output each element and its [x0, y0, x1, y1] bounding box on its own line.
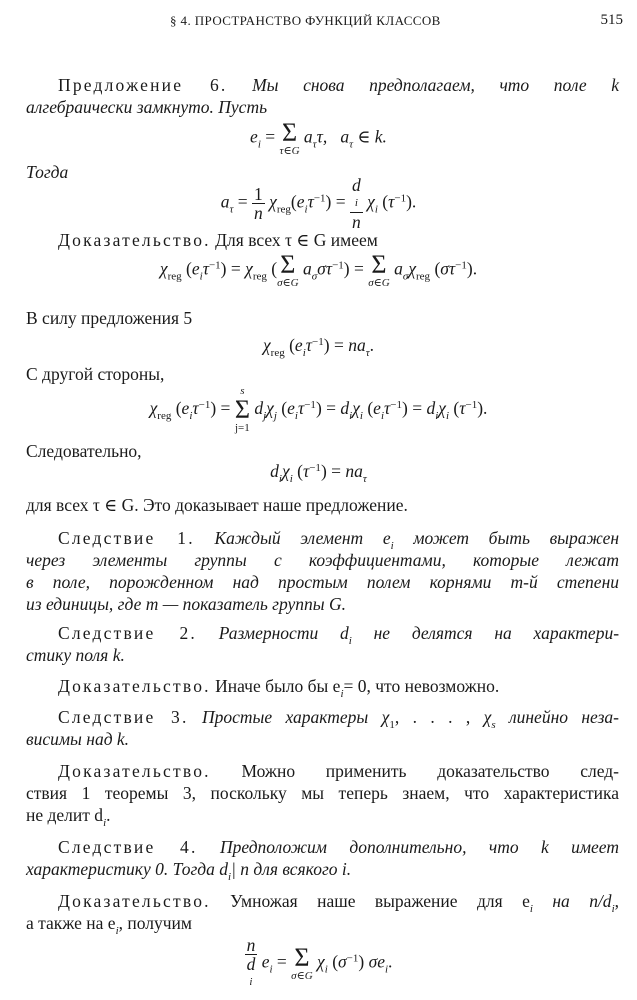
prop6-line-1 — [58, 74, 619, 96]
proof2-label: Доказательство. — [58, 676, 211, 696]
hence: Следовательно, — [26, 441, 142, 461]
cor1-text-1-tail: может быть выражен — [413, 528, 620, 548]
cor1-text-1: Каждый элемент e — [214, 528, 391, 548]
proof1-text: Для всех τ ∈ G имеем — [215, 230, 378, 250]
proof4-line-1: Доказательство. Умножая наше выражение для $e_i$ на $n/d_i$, — [58, 891, 619, 915]
cor4-label: Следствие 4. — [58, 837, 198, 857]
proof2-tail: = 0, что невозможно. — [343, 676, 500, 696]
formula-e-i-definition: $e_i$ = Σ τ∈G $a_\tau\tau$, $a_\tau$ ∈ k. — [250, 118, 387, 157]
proof4-text-2-tail: , получим — [118, 913, 192, 933]
other-side: С другой стороны, — [26, 364, 165, 384]
page-number: 515 — [600, 12, 623, 28]
cor1-label: Следствие 1. — [58, 528, 195, 548]
by-prop5: В силу предложения 5 — [26, 308, 193, 328]
proof1-line — [58, 229, 619, 251]
cor1-line-4: из единицы, где m — показатель группы G. — [26, 594, 347, 614]
proof4-text-2: а также на e — [26, 913, 116, 933]
proof1-label: Доказательство. — [58, 230, 211, 250]
cor3-line-2: висимы над k. — [26, 729, 130, 749]
cor1-line-1: Следствие 1. Каждый элемент $e_i$ может быть выражен — [58, 528, 620, 552]
cor3-label: Следствие 3. — [58, 707, 189, 727]
cor3-text-1: Простые характеры χ — [201, 707, 390, 727]
proof4-text-1: Умножая наше выражение для e — [230, 891, 530, 911]
then-label: Тогда — [26, 162, 69, 182]
proof4-line-2: а также на $e_i$, получим — [26, 913, 192, 937]
proof3-line-2: ствия 1 теоремы 3, поскольку мы теперь знаем, что характеристика — [26, 783, 619, 803]
proof4-label: Доказательство. — [58, 891, 211, 911]
formula-final: n d i $e_i$ = Σ σ∈G $\chi_i$ $(\sigma^{-1})$ $\sigma e_i$. — [246, 935, 393, 988]
formula-chi-reg-na: $\chi_{reg}$ $(e_i\tau^{-1}) = na_\tau$. — [262, 335, 375, 359]
cor4-line-1 — [58, 836, 619, 858]
proof3-text-1: Можно применить доказательство след- — [241, 761, 620, 781]
formula-chi-reg-expansion: $\chi_{reg}$ $(e_i\tau^{-1}) = \chi_{reg}$ ( Σ σ∈G $a_\sigma\sigma\tau^{-1}$) = Σ σ∈G $a_\sigma\chi_{reg}$ $(\sigma\tau^{-1})$. — [159, 250, 478, 289]
cor2-text-1-tail: не делятся на характери- — [373, 623, 620, 643]
proof3-line-3: не делит $d_i$. — [26, 805, 111, 829]
cor3-text-1-tail: линейно неза- — [508, 707, 619, 727]
cor3-line-1: Следствие 3. Простые характеры $\chi_1$, . . . , $\chi_s$ линейно неза- — [58, 707, 619, 731]
formula-d-chi-na: $d_i\chi_i$ $(\tau^{-1}) = na_\tau$ — [270, 461, 367, 485]
proof3-text-3: не делит d — [26, 805, 104, 825]
proof3-line-1 — [58, 760, 619, 782]
cor4-text-2a: характеристику 0. Тогда d — [26, 859, 229, 879]
proof4-text-1-tail: на n/d — [552, 891, 612, 911]
proof2-text: Иначе было бы e — [215, 676, 341, 696]
cor2-label: Следствие 2. — [58, 623, 197, 643]
cor1-line-3: в поле, порожденном над простым полем корнями m-й степени — [26, 572, 619, 592]
proof2-line: Доказательство. Иначе было бы $e_i= 0$, что невозможно. — [58, 676, 500, 700]
conclusion: для всех τ ∈ G. Это доказывает наше предложение. — [26, 495, 408, 515]
prop6-label: Предложение 6. — [58, 75, 228, 95]
prop6-statement-2: алгебраически замкнуто. Пусть — [26, 97, 268, 117]
cor2-text-1: Размерности d — [218, 623, 349, 643]
cor4-text-2b: | n для всякого i. — [231, 859, 352, 879]
prop6-statement-1: Мы снова предполагаем, что поле k — [252, 75, 619, 95]
cor4-line-2: характеристику 0. Тогда $d_i|$ n для всякого i. — [26, 859, 352, 883]
cor4-text-1: Предположим дополнительно, что k имеет — [219, 837, 619, 857]
cor2-line-2: стику поля k. — [26, 645, 125, 665]
formula-chi-reg-sum: $\chi_{reg}$ $(e_i\tau^{-1})$ = s Σ j=1 $d_j\chi_j$ $(e_i\tau^{-1}) = d_i\chi_i$ $(e_i\tau^{-1}) = d_i\chi_i$ $(\tau^{-1})$. — [149, 385, 488, 434]
formula-a-tau: $a_\tau$ = $\frac{1}{n}$ $\chi_{reg}(e_i\tau^{-1})$ = d i n $\chi_i$ $(\tau^{-1})$. — [220, 175, 417, 232]
cor1-line-2: через элементы группы с коэффициентами, которые лежат — [26, 550, 619, 570]
cor2-line-1: Следствие 2. Размерности $d_i$ не делятся на характери- — [58, 623, 620, 647]
running-title: § 4. ПРОСТРАНСТВО ФУНКЦИЙ КЛАССОВ — [170, 13, 441, 28]
proof3-label: Доказательство. — [58, 761, 211, 781]
